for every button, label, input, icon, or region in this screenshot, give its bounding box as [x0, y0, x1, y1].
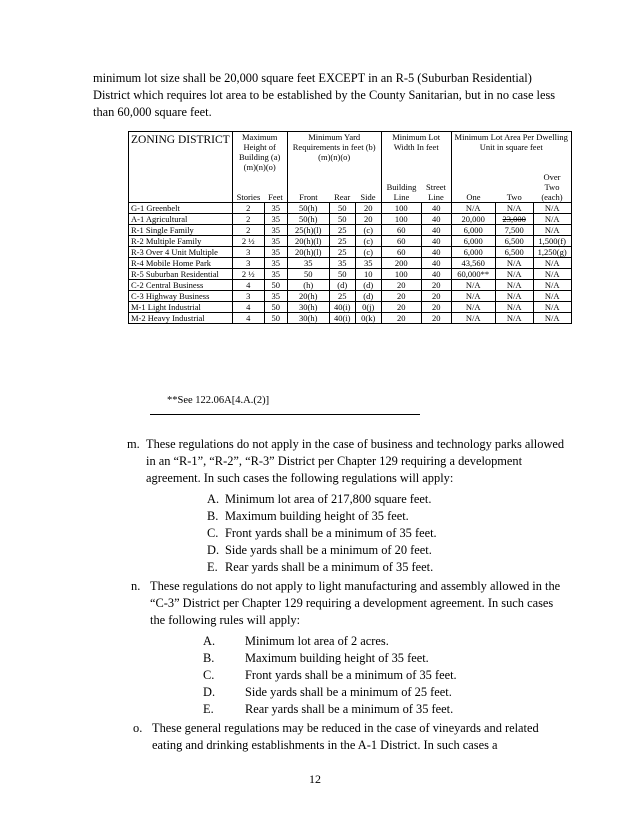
table-cell: N/A [533, 313, 571, 324]
table-cell: 0(k) [355, 313, 381, 324]
table-cell: 40 [421, 258, 451, 269]
table-cell: N/A [533, 214, 571, 225]
zoning-table [128, 131, 572, 324]
col-header: Building Line [381, 172, 421, 203]
col-header: Rear [329, 172, 355, 203]
district-name: M-1 Light Industrial [129, 302, 233, 313]
table-cell: 0(j) [355, 302, 381, 313]
table-row [129, 291, 572, 302]
table-cell: 35 [264, 269, 287, 280]
table-row [129, 269, 572, 280]
district-name: R-3 Over 4 Unit Multiple [129, 247, 233, 258]
table-cell: 35 [264, 291, 287, 302]
col-header: Front [287, 172, 329, 203]
table-cell: 60 [381, 225, 421, 236]
section-label: n. [131, 579, 141, 593]
table-cell: 100 [381, 214, 421, 225]
table-cell: 4 [232, 280, 264, 291]
table-cell: 50 [329, 203, 355, 214]
list-letter: C. [207, 526, 219, 540]
list-letter: D. [203, 685, 216, 699]
table-cell: 10 [355, 269, 381, 280]
table-cell: N/A [451, 291, 495, 302]
table-cell: 2 ½ [232, 269, 264, 280]
table-cell: N/A [495, 302, 533, 313]
table-cell: 35 [355, 258, 381, 269]
table-cell: 2 [232, 214, 264, 225]
table-cell: 4 [232, 302, 264, 313]
table-cell: N/A [495, 269, 533, 280]
col-header: Two [495, 172, 533, 203]
table-cell: (d) [355, 280, 381, 291]
list-text: Minimum lot area of 2 acres. [245, 634, 389, 648]
table-cell: N/A [451, 280, 495, 291]
list-text: Side yards shall be a minimum of 20 feet. [225, 543, 432, 557]
table-cell-struck: 23,000 [495, 214, 533, 225]
list-text: Maximum building height of 35 feet. [245, 651, 429, 665]
table-cell: N/A [495, 258, 533, 269]
table-cell: 35 [264, 203, 287, 214]
table-cell: 40 [421, 236, 451, 247]
table-cell: 40 [421, 225, 451, 236]
district-name: R-4 Mobile Home Park [129, 258, 233, 269]
table-cell: 3 [232, 291, 264, 302]
height-group-header: Maximum Height of Building (a)(m)(n)(o) [232, 132, 287, 173]
list-text: Rear yards shall be a minimum of 35 feet. [245, 702, 454, 716]
table-cell: 1,500(f) [533, 236, 571, 247]
table-cell: 40(i) [329, 302, 355, 313]
col-header: Stories [232, 172, 264, 203]
table-cell: 60,000** [451, 269, 495, 280]
table-cell: (d) [355, 291, 381, 302]
divider-line [150, 414, 420, 415]
table-cell: 20 [381, 313, 421, 324]
table-cell: N/A [533, 280, 571, 291]
list-text: Front yards shall be a minimum of 35 feet. [245, 668, 457, 682]
table-cell: 2 [232, 203, 264, 214]
table-cell: (c) [355, 236, 381, 247]
table-row [129, 258, 572, 269]
list-text: Side yards shall be a minimum of 25 feet. [245, 685, 452, 699]
table-cell: 35 [264, 236, 287, 247]
table-cell: N/A [451, 313, 495, 324]
col-header: One [451, 172, 495, 203]
table-cell: N/A [533, 258, 571, 269]
list-letter: B. [207, 509, 219, 523]
table-cell: 20 [381, 302, 421, 313]
table-cell: 30(h) [287, 313, 329, 324]
table-cell: 25(h)(l) [287, 225, 329, 236]
list-letter: C. [203, 668, 215, 682]
yard-group-header: Minimum Yard Requirements in feet (b)(m)(n)(o) [287, 132, 381, 173]
table-cell: 40 [421, 203, 451, 214]
list-letter: A. [203, 634, 216, 648]
width-group-header: Minimum Lot Width In feet [381, 132, 451, 173]
section-label: o. [133, 721, 143, 735]
table-cell: 200 [381, 258, 421, 269]
table-cell: 6,000 [451, 225, 495, 236]
section-text: These regulations do not apply to light manufacturing and assembly allowed in the “C-3” District per Chapter 129 requiring a development agreement. In such cases the following rules will apply: [150, 579, 561, 627]
table-cell: 2 [232, 225, 264, 236]
table-cell: 20,000 [451, 214, 495, 225]
district-name: G-1 Greenbelt [129, 203, 233, 214]
district-name: C-2 Central Business [129, 280, 233, 291]
table-cell: N/A [495, 280, 533, 291]
list-text: Minimum lot area of 217,800 square feet. [225, 492, 432, 506]
table-row [129, 214, 572, 225]
table-cell: 50(h) [287, 214, 329, 225]
district-name: M-2 Heavy Industrial [129, 313, 233, 324]
table-cell: 43,560 [451, 258, 495, 269]
table-cell: 3 [232, 258, 264, 269]
table-cell: N/A [533, 203, 571, 214]
table-cell: 35 [287, 258, 329, 269]
table-cell: 60 [381, 247, 421, 258]
table-cell: 3 [232, 247, 264, 258]
table-cell: 35 [264, 225, 287, 236]
col-header: Street Line [421, 172, 451, 203]
table-cell: N/A [451, 302, 495, 313]
table-cell: 6,000 [451, 247, 495, 258]
table-cell: N/A [533, 302, 571, 313]
table-cell: 35 [264, 214, 287, 225]
table-cell: 50(h) [287, 203, 329, 214]
table-cell: 20 [355, 214, 381, 225]
table-cell: 50 [329, 269, 355, 280]
table-cell: 40 [421, 269, 451, 280]
table-cell: N/A [451, 203, 495, 214]
table-cell: 6,500 [495, 236, 533, 247]
table-row [129, 313, 572, 324]
table-cell: 50 [264, 302, 287, 313]
table-cell: 20 [421, 280, 451, 291]
zoning-district-header: ZONING DISTRICT [129, 132, 233, 203]
table-cell: (h) [287, 280, 329, 291]
table-cell: 50 [287, 269, 329, 280]
table-cell: 50 [329, 214, 355, 225]
section-label: m. [127, 437, 140, 451]
section-text: These regulations do not apply in the case of business and technology parks allowed in an “R-1”, “R-2”, “R-3” District per Chapter 129 requiring a development agreement. In such cases the following regulations will apply: [146, 437, 565, 485]
table-cell: 20(h) [287, 291, 329, 302]
table-row [129, 225, 572, 236]
table-cell: 100 [381, 269, 421, 280]
district-name: R-5 Suburban Residential [129, 269, 233, 280]
table-cell: 25 [329, 247, 355, 258]
col-header: Feet [264, 172, 287, 203]
table-cell: 25 [329, 236, 355, 247]
table-row [129, 203, 572, 214]
table-cell: 100 [381, 203, 421, 214]
table-cell: 20 [421, 313, 451, 324]
list-text: Maximum building height of 35 feet. [225, 509, 409, 523]
table-cell: 20 [421, 291, 451, 302]
list-letter: E. [203, 702, 214, 716]
table-cell: N/A [495, 291, 533, 302]
table-cell: 20 [421, 302, 451, 313]
area-group-header: Minimum Lot Area Per Dwelling Unit in square feet [451, 132, 571, 173]
table-cell: 25 [329, 225, 355, 236]
list-letter: B. [203, 651, 215, 665]
table-cell: 30(h) [287, 302, 329, 313]
section-text: These general regulations may be reduced in the case of vineyards and related eating and drinking establishments in the A-1 District. In such cases a [152, 721, 539, 752]
intro-paragraph: minimum lot size shall be 20,000 square feet EXCEPT in an R-5 (Suburban Residential) District which requires lot area to be established by the County Sanitarian, but in no case less than 60,000 square feet. [93, 71, 556, 119]
table-cell: 40 [421, 247, 451, 258]
table-row [129, 247, 572, 258]
district-name: R-2 Multiple Family [129, 236, 233, 247]
table-footnote: **See 122.06A[4.A.(2)] [167, 395, 270, 406]
table-header-row [129, 132, 572, 173]
table-cell: 1,250(g) [533, 247, 571, 258]
table-row [129, 236, 572, 247]
table-cell: 6,500 [495, 247, 533, 258]
table-cell: 20 [355, 203, 381, 214]
col-header: Over Two (each) [533, 172, 571, 203]
table-cell: 20 [381, 291, 421, 302]
table-cell: 25 [329, 291, 355, 302]
district-name: A-1 Agricultural [129, 214, 233, 225]
list-letter: A. [207, 492, 220, 506]
table-row [129, 302, 572, 313]
table-cell: 4 [232, 313, 264, 324]
table-cell: 50 [264, 313, 287, 324]
table-cell: N/A [533, 225, 571, 236]
table-cell: N/A [533, 291, 571, 302]
table-cell: (d) [329, 280, 355, 291]
list-letter: E. [207, 560, 218, 574]
table-row [129, 280, 572, 291]
table-cell: 20 [381, 280, 421, 291]
table-cell: 60 [381, 236, 421, 247]
table-cell: 6,000 [451, 236, 495, 247]
table-cell: N/A [495, 313, 533, 324]
table-cell: 2 ½ [232, 236, 264, 247]
district-name: C-3 Highway Business [129, 291, 233, 302]
table-cell: N/A [495, 203, 533, 214]
table-cell: 40(i) [329, 313, 355, 324]
table-cell: 20(h)(l) [287, 236, 329, 247]
col-header: Side [355, 172, 381, 203]
table-cell: 20(h)(l) [287, 247, 329, 258]
table-cell: 35 [329, 258, 355, 269]
table-cell: (c) [355, 225, 381, 236]
list-text: Front yards shall be a minimum of 35 feet. [225, 526, 437, 540]
page-number: 12 [309, 772, 321, 786]
table-cell: 35 [264, 258, 287, 269]
list-letter: D. [207, 543, 220, 557]
table-cell: (c) [355, 247, 381, 258]
table-cell: N/A [533, 269, 571, 280]
table-cell: 50 [264, 280, 287, 291]
table-cell: 40 [421, 214, 451, 225]
table-cell: 7,500 [495, 225, 533, 236]
district-name: R-1 Single Family [129, 225, 233, 236]
table-cell: 35 [264, 247, 287, 258]
list-text: Rear yards shall be a minimum of 35 feet. [225, 560, 434, 574]
